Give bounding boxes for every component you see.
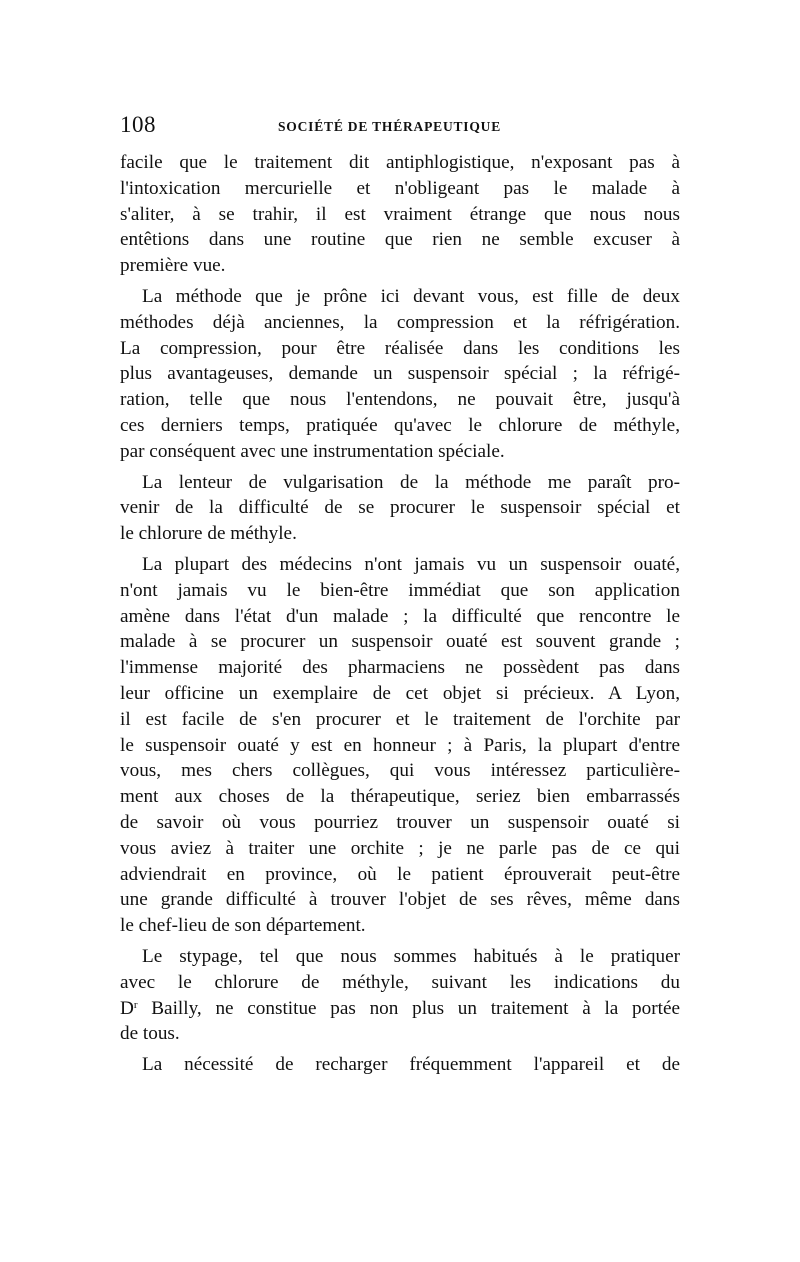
text-line: ration, telle que nous l'entendons, ne pouvait être, jusqu'à [120, 389, 680, 411]
paragraph-6 [120, 1052, 680, 1078]
doctor-line-rest: Bailly, ne constitue pas non plus un traitement à la portée [137, 997, 680, 1019]
paragraph-1 [120, 150, 680, 279]
paragraph-4 [120, 552, 680, 939]
text-line: vous aviez à traiter une orchite ; je ne parle pas de ce qui [120, 837, 680, 859]
running-head [120, 112, 680, 142]
text-line: La nécessité de recharger fréquemment l'appareil et de [142, 1054, 680, 1076]
page-number: 108 [120, 112, 156, 137]
doctor-superscript: r [133, 998, 138, 1011]
text-line: adviendrait en province, où le patient éprouverait peut-être [120, 863, 680, 885]
text-line: le suspensoir ouaté y est en honneur ; à Paris, la plupart d'entre [120, 734, 680, 756]
text-line: de tous. [120, 1023, 180, 1045]
text-line: le chef-lieu de son département. [120, 915, 366, 937]
text-line: venir de la difficulté de se procurer le suspensoir spécial et [120, 497, 680, 519]
text-line: une grande difficulté à trouver l'objet de ses rêves, même dans [120, 889, 680, 911]
paragraph-3 [120, 470, 680, 547]
text-line: leur officine un exemplaire de cet objet si précieux. A Lyon, [120, 682, 680, 704]
text-line: La lenteur de vulgarisation de la méthode me paraît pro- [142, 471, 680, 493]
text-line: l'immense majorité des pharmaciens ne possèdent pas dans [120, 657, 680, 679]
text-line: il est facile de s'en procurer et le traitement de l'orchite par [120, 708, 680, 730]
text-line: première vue. [120, 255, 226, 277]
text-line: le chlorure de méthyle. [120, 523, 297, 545]
text-line: malade à se procurer un suspensoir ouaté est souvent grande ; [120, 631, 680, 653]
text-line: vous, mes chers collègues, qui vous intéressez particulière- [120, 760, 680, 782]
text-line: amène dans l'état d'un malade ; la difficulté que rencontre le [120, 605, 680, 627]
paragraph-2 [120, 284, 680, 465]
text-line: La plupart des médecins n'ont jamais vu un suspensoir ouaté, [142, 553, 680, 575]
paragraph-5 [120, 944, 680, 1047]
text-line: entêtions dans une routine que rien ne semble excuser à [120, 229, 680, 251]
text-line: ces derniers temps, pratiquée qu'avec le chlorure de méthyle, [120, 414, 680, 436]
text-line: de savoir où vous pourriez trouver un suspensoir ouaté si [120, 811, 680, 833]
journal-title: SOCIÉTÉ DE THÉRAPEUTIQUE [278, 119, 502, 134]
text-line: plus avantageuses, demande un suspensoir spécial ; la réfrigé- [120, 363, 680, 385]
text-line: s'aliter, à se trahir, il est vraiment étrange que nous nous [120, 203, 680, 225]
doctor-abbrev: D [120, 997, 134, 1019]
text-line: par conséquent avec une instrumentation spéciale. [120, 440, 505, 462]
text-line: ment aux choses de la thérapeutique, seriez bien embarrassés [120, 786, 680, 808]
text-line: avec le chlorure de méthyle, suivant les indications du [120, 971, 680, 993]
body-text [120, 150, 680, 1078]
text-line: n'ont jamais vu le bien-être immédiat que son application [120, 579, 680, 601]
text-line: Le stypage, tel que nous sommes habitués à le pratiquer [142, 945, 680, 967]
text-line: La compression, pour être réalisée dans les conditions les [120, 337, 680, 359]
text-line: La méthode que je prône ici devant vous, est fille de deux [142, 285, 680, 307]
text-line: facile que le traitement dit antiphlogistique, n'exposant pas à [120, 152, 680, 173]
text-line: l'intoxication mercurielle et n'obligeant pas le malade à [120, 177, 680, 199]
text-line-doctor [120, 996, 680, 1022]
text-line: méthodes déjà anciennes, la compression et la réfrigération. [120, 311, 680, 333]
